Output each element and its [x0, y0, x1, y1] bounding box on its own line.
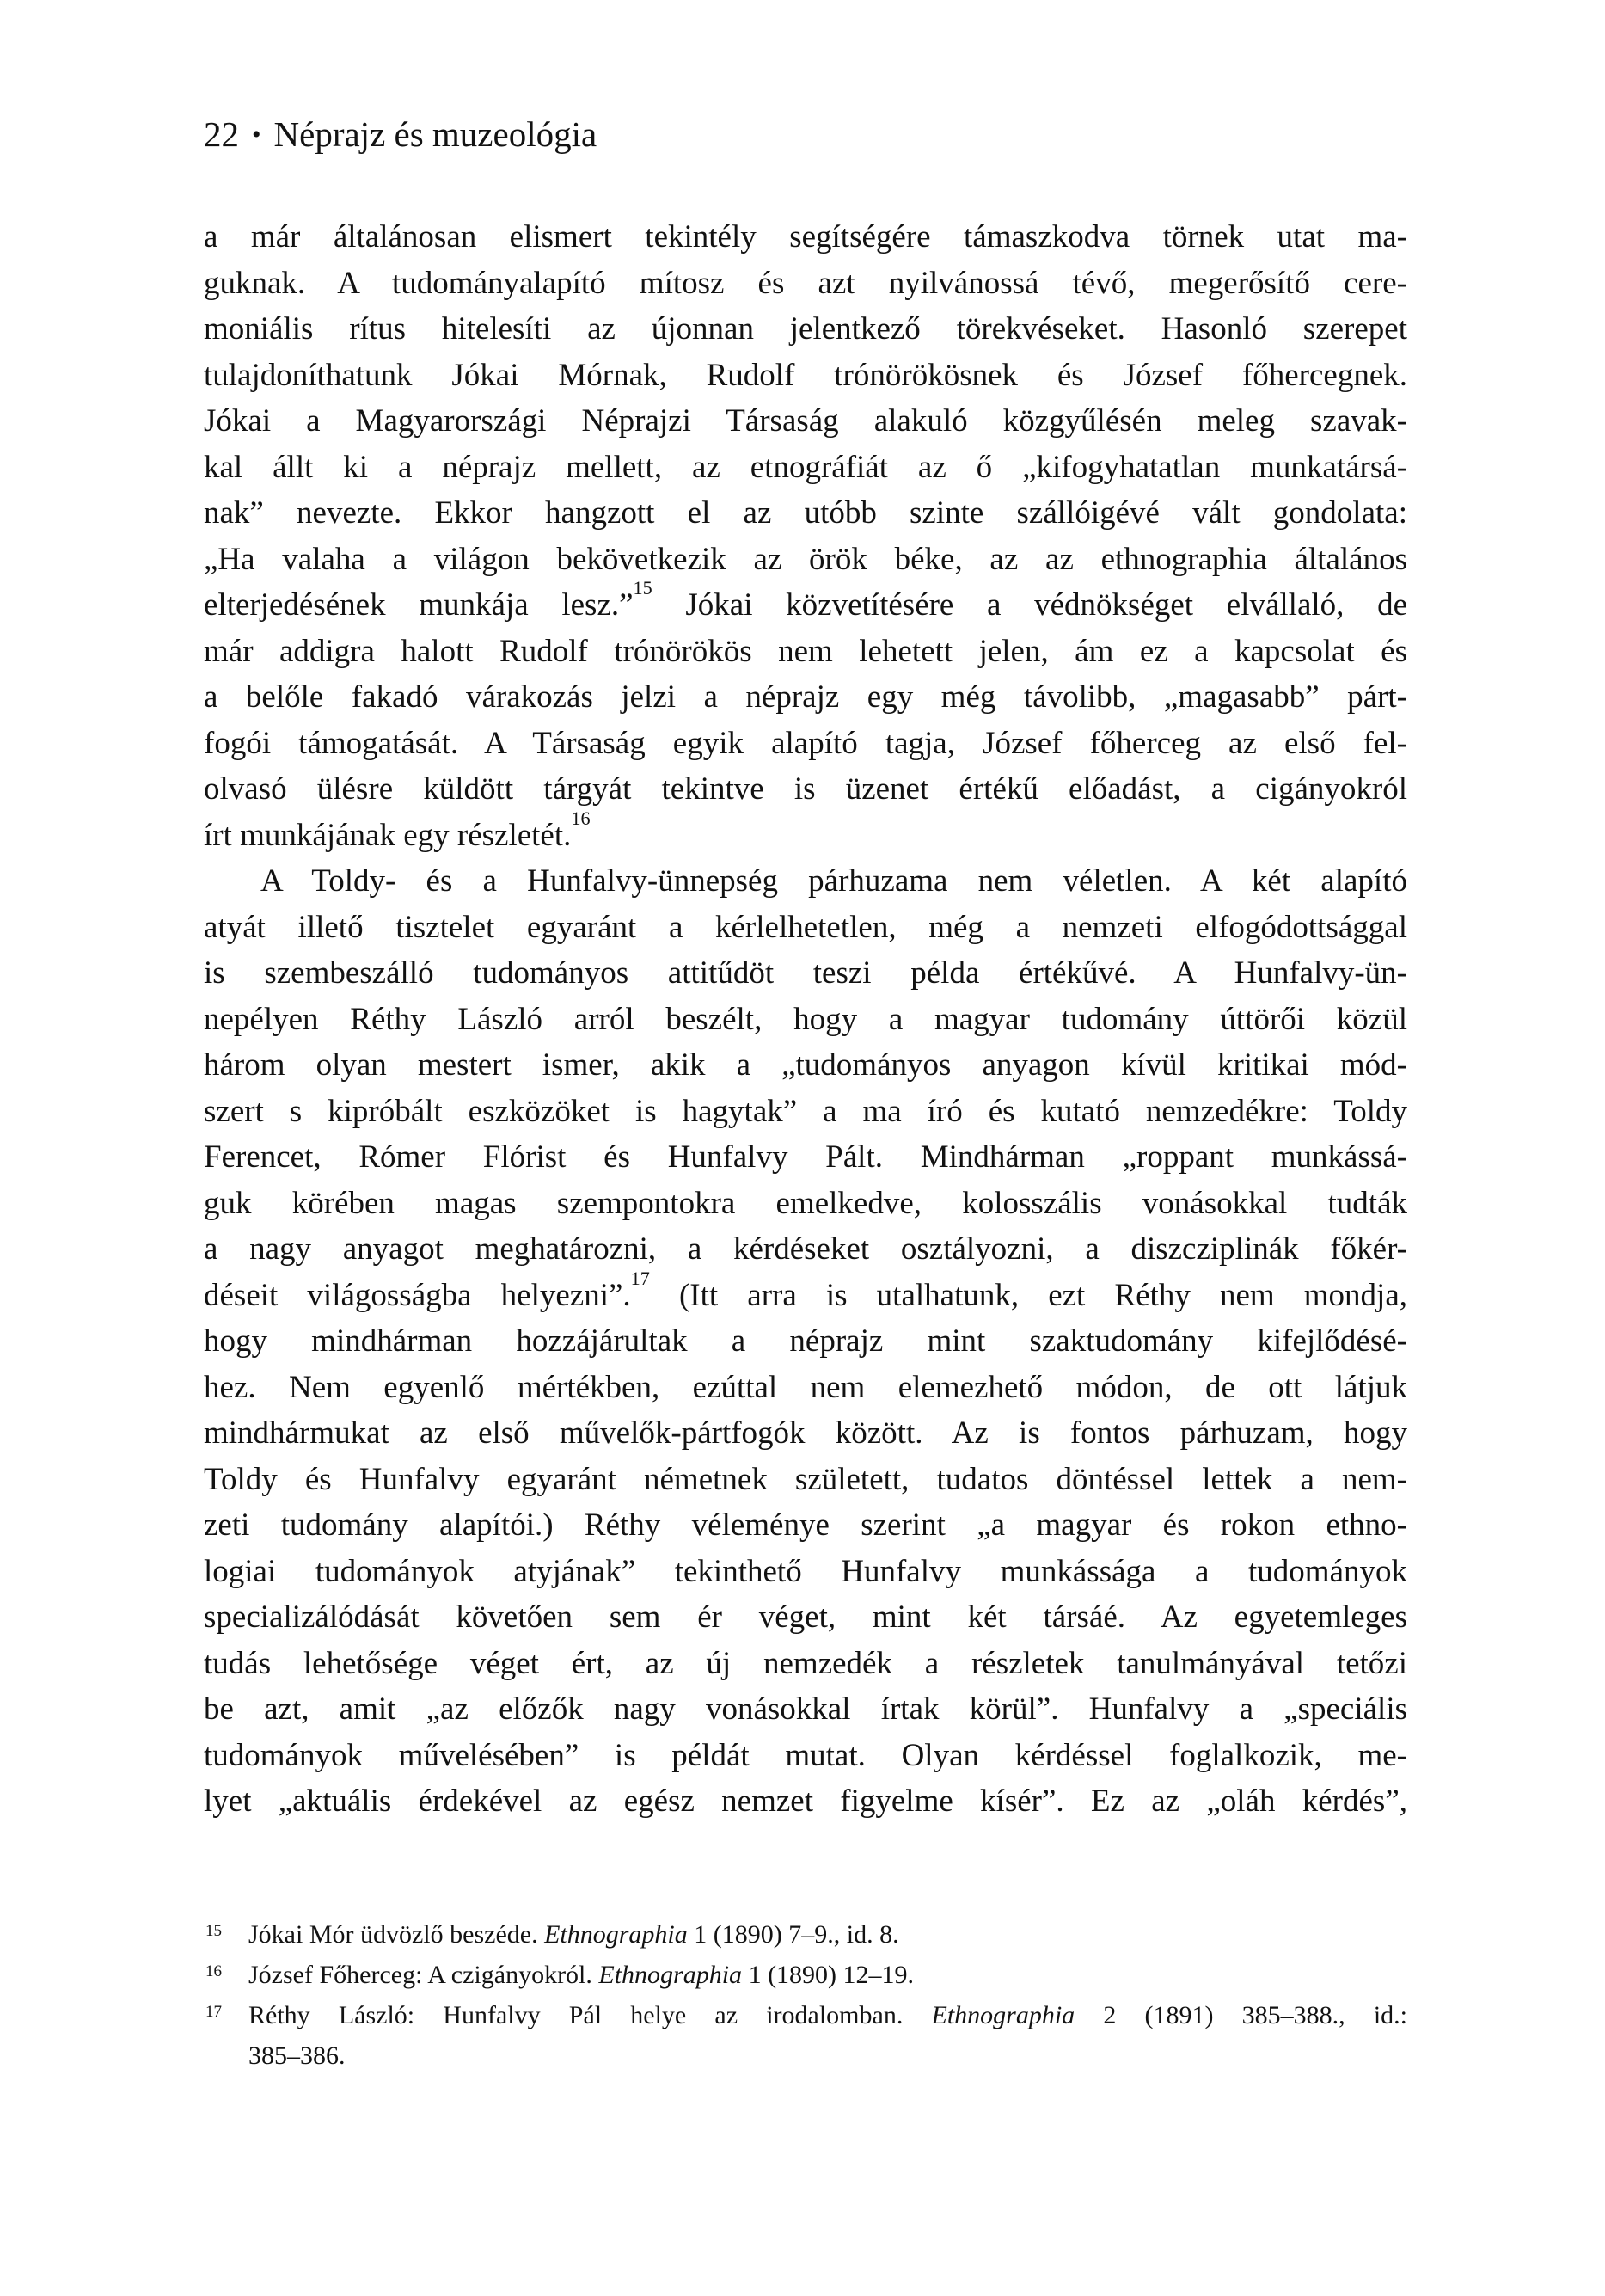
- italic-text: Ethnographia: [931, 2001, 1075, 2029]
- footnote-line: Jókai Mór üdvözlő beszéde. Ethnographia 1 (1890) 7–9., id. 8.: [248, 1920, 899, 1949]
- text-line: már addigra halott Rudolf trónörökös nem lehetett jelen, ám ez a kapcsolat és: [204, 633, 1407, 669]
- text-line: elterjedésének munkája lesz.”$^{15}$ Jókai közvetítésére a védnökséget elvállaló, de: [204, 577, 1407, 623]
- footnote-line: 385–386.: [248, 2041, 346, 2070]
- footnote: [204, 1955, 1407, 1995]
- text-line: Toldy és Hunfalvy egyaránt németnek született, tudatos döntéssel lettek a nem-: [204, 1461, 1407, 1497]
- text-line: kal állt ki a néprajz mellett, az etnográfiát az ő „kifogyhatatlan munkatársá-: [204, 449, 1407, 485]
- italic-text: Ethnographia: [598, 1961, 743, 1989]
- text-line: hogy mindhárman hozzájárultak a néprajz mint szaktudomány kifejlődésé-: [204, 1323, 1407, 1359]
- text-line: atyát illető tisztelet egyaránt a kérlelhetetlen, még a nemzeti elfogódottsággal: [204, 909, 1407, 945]
- text-line: lyet „aktuális érdekével az egész nemzet figyelme kísér”. Ez az „oláh kérdés”,: [204, 1783, 1407, 1819]
- text-line: fogói támogatását. A Társaság egyik alapító tagja, József főherceg az első fel-: [204, 725, 1407, 761]
- body-text: [204, 214, 1407, 1825]
- footnote-reference: 15: [633, 577, 652, 599]
- bullet-separator-icon: •: [252, 120, 261, 149]
- footnote: [204, 1995, 1407, 2076]
- footnote-line: József Főherceg: A czigányokról. Ethnographia 1 (1890) 12–19.: [248, 1961, 915, 1989]
- text-line: tudományok művelésében” is példát mutat. Olyan kérdéssel foglalkozik, me-: [204, 1737, 1407, 1773]
- text-line: nak” nevezte. Ekkor hangzott el az utóbb szinte szállóigévé vált gondolata:: [204, 495, 1407, 531]
- text-line: guknak. A tudományalapító mítosz és azt nyilvánossá tévő, megerősítő cere-: [204, 265, 1407, 301]
- text-line: olvasó ülésre küldött tárgyát tekintve is üzenet értékű előadást, a cigányokról: [204, 771, 1407, 807]
- text-line: A Toldy- és a Hunfalvy-ünnepség párhuzama nem véletlen. A két alapító: [260, 863, 1407, 899]
- footnote-number: 15: [205, 1922, 222, 1940]
- text-line: a belőle fakadó várakozás jelzi a néprajz egy még távolibb, „magasabb” párt-: [204, 679, 1407, 715]
- footnote: [204, 1914, 1407, 1955]
- text-line: moniális rítus hitelesíti az újonnan jelentkező törekvéseket. Hasonló szerepet: [204, 311, 1407, 347]
- text-line: tulajdoníthatunk Jókai Mórnak, Rudolf trónörökösnek és József főhercegnek.: [204, 357, 1407, 393]
- text-line: a már általánosan elismert tekintély segítségére támaszkodva törnek utat ma-: [204, 219, 1407, 255]
- footnotes-block: [204, 1914, 1407, 2076]
- footnote-line: Réthy László: Hunfalvy Pál helye az irodalomban. Ethnographia 2 (1891) 385–388., id.:: [248, 2001, 1407, 2029]
- running-header: [204, 108, 597, 164]
- text-line: is szembeszálló tudományos attitűdöt teszi példa értékűvé. A Hunfalvy-ün-: [204, 955, 1407, 991]
- footnote-reference: 17: [630, 1267, 650, 1289]
- footnote-number: 17: [205, 2003, 222, 2021]
- page-number: 22: [204, 114, 239, 154]
- text-line: nepélyen Réthy László arról beszélt, hogy a magyar tudomány úttörői közül: [204, 1001, 1407, 1037]
- running-title: Néprajz és muzeológia: [273, 114, 597, 154]
- text-line: tudás lehetősége véget ért, az új nemzedék a részletek tanulmányával tetőzi: [204, 1645, 1407, 1681]
- italic-text: Ethnographia: [544, 1920, 688, 1949]
- text-line: szert s kipróbált eszközöket is hagytak” a ma író és kutató nemzedékre: Toldy: [204, 1093, 1407, 1129]
- text-line: guk körében magas szempontokra emelkedve, kolosszális vonásokkal tudták: [204, 1185, 1407, 1221]
- text-line: Jókai a Magyarországi Néprajzi Társaság alakuló közgyűlésén meleg szavak-: [204, 403, 1407, 439]
- text-line: zeti tudomány alapítói.) Réthy véleménye szerint „a magyar és rokon ethno-: [204, 1507, 1407, 1543]
- text-line: írt munkájának egy részletét.$^{16}$: [204, 807, 591, 853]
- text-line: „Ha valaha a világon bekövetkezik az örök béke, az az ethnographia általános: [204, 541, 1407, 577]
- footnote-reference: 16: [571, 807, 591, 829]
- text-line: hez. Nem egyenlő mértékben, ezúttal nem elemezhető módon, de ott látjuk: [204, 1369, 1407, 1405]
- text-line: három olyan mestert ismer, akik a „tudományos anyagon kívül kritikai mód-: [204, 1047, 1407, 1083]
- text-line: Ferencet, Rómer Flórist és Hunfalvy Pált. Mindhárman „roppant munkássá-: [204, 1139, 1407, 1175]
- text-line: déseit világosságba helyezni”.$^{17}$ (Itt arra is utalhatunk, ezt Réthy nem mondja,: [204, 1267, 1407, 1313]
- text-line: be azt, amit „az előzők nagy vonásokkal írtak körül”. Hunfalvy a „speciális: [204, 1691, 1407, 1727]
- text-line: logiai tudományok atyjának” tekinthető Hunfalvy munkássága a tudományok: [204, 1553, 1407, 1589]
- text-line: specializálódását követően sem ér véget, mint két társáé. Az egyetemleges: [204, 1599, 1407, 1635]
- text-line: a nagy anyagot meghatározni, a kérdéseket osztályozni, a diszcziplinák főkér-: [204, 1231, 1407, 1267]
- footnote-number: 16: [205, 1962, 222, 1980]
- text-line: mindhármukat az első művelők-pártfogók között. Az is fontos párhuzam, hogy: [204, 1415, 1407, 1451]
